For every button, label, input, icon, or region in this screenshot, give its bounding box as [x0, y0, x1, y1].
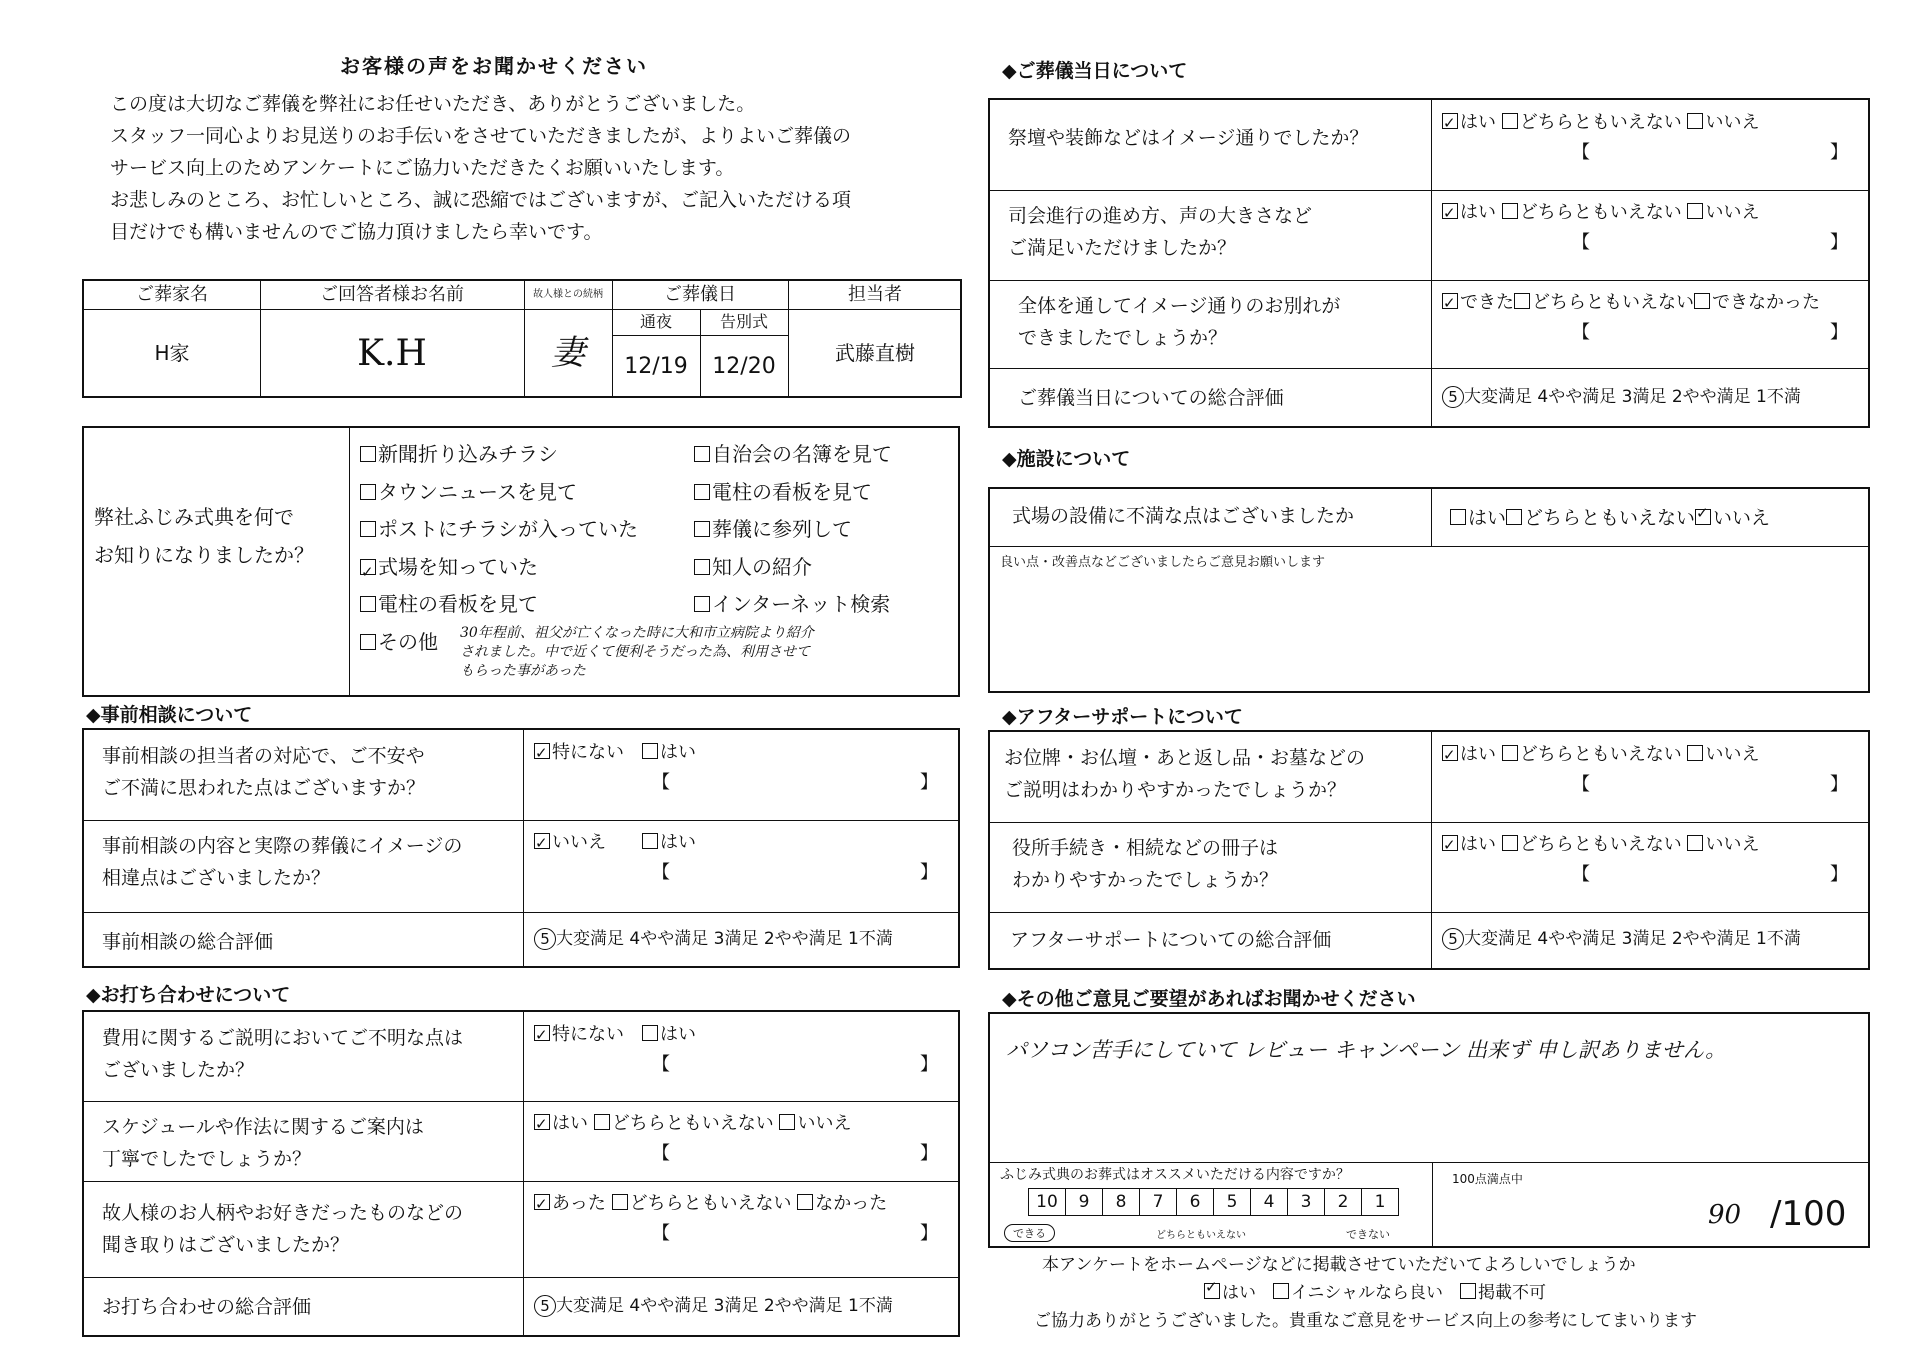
checkbox[interactable] — [1687, 835, 1703, 851]
family-name: H家 — [154, 341, 190, 365]
answer-cell: ✓いいえ はい 【 】 — [524, 820, 958, 912]
intro-text — [110, 88, 851, 248]
header-family: ご葬家名 — [84, 281, 261, 310]
source-option[interactable]: 自治会の名簿を見て — [694, 436, 892, 474]
rating-cell: 5 大変満足 4やや満足 3満足 2やや満足 1不満 — [1432, 912, 1868, 970]
checkbox[interactable] — [1687, 203, 1703, 219]
funeral-day-heading: ◆ご葬儀当日について — [1002, 60, 1188, 82]
answer-cell: ✓はい どちらともいえない いいえ 【 】 — [1432, 732, 1868, 822]
source-options-right — [694, 436, 892, 624]
answer-cell: ✓特にない はい 【 】 — [524, 730, 958, 820]
checkbox-checked[interactable] — [1442, 113, 1458, 129]
publish-question: 本アンケートをホームページなどに掲載させていただいてよろしいでしょうか — [1042, 1255, 1636, 1275]
info-table — [82, 279, 962, 398]
checkbox[interactable] — [1694, 293, 1710, 309]
scale-cell[interactable]: 4 — [1251, 1188, 1288, 1216]
checkbox[interactable] — [1506, 509, 1522, 525]
checkbox-checked[interactable] — [534, 743, 550, 759]
checkbox[interactable] — [612, 1194, 628, 1210]
checkbox-checked[interactable] — [1442, 835, 1458, 851]
consult-table — [82, 728, 960, 968]
checkbox[interactable] — [642, 833, 658, 849]
source-option[interactable]: タウンニュースを見て — [360, 474, 638, 512]
source-section — [82, 426, 960, 697]
rating-circle[interactable]: 5 — [1442, 928, 1464, 950]
source-option[interactable]: 電柱の看板を見て — [360, 586, 638, 624]
checkbox[interactable] — [797, 1194, 813, 1210]
header-date: ご葬儀日 — [612, 281, 789, 310]
question-text: できましたでしょうか？ — [1018, 327, 1228, 349]
question-text: ございましたか？ — [102, 1059, 255, 1081]
question-text: ご葬儀当日についての総合評価 — [990, 368, 1432, 428]
after-table — [988, 730, 1870, 970]
question-text: 聞き取りはございましたか？ — [102, 1234, 350, 1256]
header-name: ご回答者様お名前 — [260, 281, 525, 310]
question-text: 費用に関するご説明においてご不明な点は — [102, 1027, 464, 1049]
answer-cell: ✓あった どちらともいえない なかった 【 】 — [524, 1181, 958, 1277]
question-text: ご不満に思われた点はございますか？ — [102, 777, 426, 799]
other-heading: ◆その他ご意見ご要望があればお聞かせください — [1002, 988, 1416, 1010]
after-heading: ◆アフターサポートについて — [1002, 706, 1243, 728]
question-text: 丁寧でしたでしょうか？ — [102, 1148, 312, 1170]
source-option[interactable]: ポストにチラシが入っていた — [360, 511, 638, 549]
checkbox[interactable] — [1502, 113, 1518, 129]
funeral-day-table — [988, 98, 1870, 428]
question-text: 故人様のお人柄やお好きだったものなどの — [102, 1202, 464, 1224]
checkbox[interactable] — [1460, 1283, 1476, 1299]
scale-right-label: できない — [1346, 1228, 1390, 1241]
scale-cell[interactable]: 7 — [1140, 1188, 1177, 1216]
question-text: ご説明はわかりやすかったでしょうか？ — [1004, 779, 1347, 801]
checkbox[interactable] — [1450, 509, 1466, 525]
rating-circle[interactable]: 5 — [534, 1295, 556, 1317]
header-staff: 担当者 — [788, 281, 962, 310]
checkbox[interactable] — [1514, 293, 1530, 309]
source-option[interactable]: インターネット検索 — [694, 586, 892, 624]
source-option[interactable]: 知人の紹介 — [694, 549, 892, 587]
recommend-question: ふじみ式典のお葬式はオススメいただける内容ですか？ — [1000, 1167, 1350, 1183]
rating-cell: 5 大変満足 4やや満足 3満足 2やや満足 1不満 — [524, 912, 958, 968]
tsuya-date: 12/19 — [624, 354, 688, 379]
question-text: 役所手続き・相続などの冊子は — [1012, 837, 1279, 859]
question-text: 式場の設備に不満な点はございましたか — [990, 489, 1432, 547]
meeting-heading: ◆お打ち合わせについて — [86, 984, 291, 1006]
question-text: アフターサポートについての総合評価 — [990, 912, 1432, 970]
answer-cell: ✓できた どちらともいえない できなかった 【 】 — [1432, 280, 1868, 368]
header-kokubetsu: 告別式 — [700, 309, 788, 336]
checkbox-checked[interactable] — [534, 1194, 550, 1210]
question-text: 事前相談の総合評価 — [84, 912, 524, 968]
source-option[interactable]: 新聞折り込みチラシ — [360, 436, 638, 474]
answer-cell: ✓はい どちらともいえない いいえ 【 】 — [1432, 822, 1868, 912]
checkbox[interactable] — [1502, 835, 1518, 851]
thanks-text: ご協力ありがとうございました。貴重なご意見をサービス向上の参考にしてまいります — [1034, 1311, 1697, 1331]
answer-cell: ✓特にない はい 【 】 — [524, 1012, 958, 1101]
other-table — [988, 1012, 1870, 1248]
checkbox[interactable] — [1502, 203, 1518, 219]
intro-line: 目だけでも構いませんのでご協力頂けましたら幸いです。 — [110, 221, 603, 243]
checkbox[interactable] — [360, 596, 376, 612]
checkbox[interactable] — [1687, 745, 1703, 761]
checkbox-checked[interactable] — [534, 1025, 550, 1041]
checkbox[interactable] — [1687, 113, 1703, 129]
source-question: お知りになりましたか？ — [94, 543, 314, 567]
question-text: 相違点はございましたか？ — [102, 867, 331, 889]
intro-line: サービス向上のためアンケートにご協力いただきたくお願いいたします。 — [110, 157, 735, 179]
scale-cell[interactable]: 6 — [1177, 1188, 1214, 1216]
scale-left-label: できる — [1004, 1224, 1055, 1242]
checkbox-checked[interactable] — [534, 833, 550, 849]
rating-circle[interactable]: 5 — [534, 928, 556, 950]
kokubetsu-date: 12/20 — [712, 354, 776, 379]
checkbox-checked[interactable] — [1442, 745, 1458, 761]
checkbox[interactable] — [1502, 745, 1518, 761]
checkbox[interactable] — [642, 1025, 658, 1041]
respondent-name: K.H — [357, 333, 427, 374]
intro-line: お悲しみのところ、お忙しいところ、誠に恐縮ではございますが、ご記入いただける項 — [110, 189, 852, 211]
relation-value: 妻 — [551, 333, 585, 373]
checkbox[interactable] — [1273, 1283, 1289, 1299]
source-option[interactable]: ✓式場を知っていた — [360, 549, 638, 587]
intro-line: この度は大切なご葬儀を弊社にお任せいただき、ありがとうございました。 — [110, 93, 756, 115]
answer-cell: はい どちらともいえない✓ いいえ — [1432, 489, 1868, 547]
checkbox[interactable] — [360, 484, 376, 500]
checkbox[interactable] — [694, 521, 710, 537]
meeting-table — [82, 1010, 960, 1337]
facility-table — [988, 487, 1870, 693]
checkbox[interactable] — [694, 446, 710, 462]
question-text: 司会進行の進め方、声の大きさなど — [1008, 205, 1313, 227]
scale-cell[interactable]: 10 — [1028, 1188, 1066, 1216]
scale-cell[interactable]: 2 — [1325, 1188, 1362, 1216]
source-option[interactable]: 電柱の看板を見て — [694, 474, 892, 512]
scale-mid-label: どちらともいえない — [1156, 1230, 1246, 1241]
checkbox[interactable] — [642, 743, 658, 759]
score-value: 90 — [1708, 1200, 1742, 1230]
checkbox[interactable] — [779, 1114, 795, 1130]
source-option[interactable]: その他 — [360, 624, 638, 662]
checkbox-checked[interactable] — [534, 1114, 550, 1130]
header-relation: 故人様との続柄 — [524, 281, 613, 310]
question-text: ご満足いただけましたか？ — [1008, 237, 1237, 259]
answer-cell: ✓はい どちらともいえない いいえ 【 】 — [1432, 100, 1868, 190]
checkbox[interactable] — [360, 521, 376, 537]
checkbox[interactable] — [694, 559, 710, 575]
rating-cell: 5 大変満足 4やや満足 3満足 2やや満足 1不満 — [524, 1277, 958, 1337]
scale-cell[interactable]: 3 — [1288, 1188, 1325, 1216]
page-title: お客様の声をお聞かせください — [340, 54, 648, 78]
question-text: 事前相談の担当者の対応で、ご不安や — [102, 745, 425, 767]
rating-cell: 5 大変満足 4やや満足 3満足 2やや満足 1不満 — [1432, 368, 1868, 428]
checkbox-checked[interactable] — [1442, 293, 1458, 309]
checkbox-checked[interactable] — [360, 559, 376, 575]
question-text: わかりやすかったでしょうか？ — [1012, 869, 1279, 891]
question-text: 事前相談の内容と実際の葬儀にイメージの — [102, 835, 463, 857]
question-text: 全体を通してイメージ通りのお別れが — [1018, 295, 1341, 317]
header-tsuya: 通夜 — [612, 309, 700, 336]
question-text: 祭壇や装飾などはイメージ通りでしたか？ — [1008, 127, 1369, 149]
scale-cell[interactable]: 1 — [1362, 1188, 1399, 1216]
scale-cell[interactable]: 8 — [1103, 1188, 1140, 1216]
score-max: /100 — [1770, 1194, 1847, 1234]
other-comment: パソコン苦手にしていて レビュー キャンペーン 出来ず 申し訳ありません。 — [1006, 1038, 1727, 1062]
answer-cell: ✓はい どちらともいえない いいえ 【 】 — [1432, 190, 1868, 280]
other-note: 30年程前、祖父が亡くなった時に大和市立病院より紹介 されました。中で近くて便利そうだった為、利用させて もらった事があった — [460, 625, 814, 679]
score-label: 100点満点中 — [1452, 1172, 1523, 1186]
source-question: 弊社ふじみ式典を何で — [94, 505, 294, 529]
checkbox-checked[interactable] — [1695, 509, 1711, 525]
checkbox-checked[interactable] — [1442, 203, 1458, 219]
recommend-scale — [1028, 1188, 1399, 1216]
checkbox[interactable] — [694, 596, 710, 612]
question-text: お打ち合わせの総合評価 — [84, 1277, 524, 1337]
scale-cell[interactable]: 9 — [1066, 1188, 1103, 1216]
intro-line: スタッフ一同心よりお見送りのお手伝いをさせていただきましたが、よりよいご葬儀の — [110, 125, 852, 147]
scale-cell[interactable]: 5 — [1214, 1188, 1251, 1216]
source-option[interactable]: 葬儀に参列して — [694, 511, 892, 549]
comment-label: 良い点・改善点などございましたらご意見お願いします — [1000, 555, 1326, 570]
question-text: お位牌・お仏壇・あと返し品・お墓などの — [1004, 747, 1366, 769]
staff-name: 武藤直樹 — [835, 341, 915, 365]
publish-options: ✓はい イニシャルなら良い 掲載不可 — [1204, 1278, 1546, 1303]
consult-heading: ◆事前相談について — [86, 704, 253, 726]
checkbox[interactable] — [360, 446, 376, 462]
checkbox[interactable] — [694, 484, 710, 500]
question-text: スケジュールや作法に関するご案内は — [102, 1116, 424, 1138]
answer-cell: ✓はい どちらともいえない いいえ 【 】 — [524, 1101, 958, 1181]
checkbox-checked[interactable] — [1204, 1283, 1220, 1299]
checkbox[interactable] — [594, 1114, 610, 1130]
facility-heading: ◆施設について — [1002, 448, 1131, 470]
checkbox[interactable] — [360, 634, 376, 650]
rating-circle[interactable]: 5 — [1442, 386, 1464, 408]
